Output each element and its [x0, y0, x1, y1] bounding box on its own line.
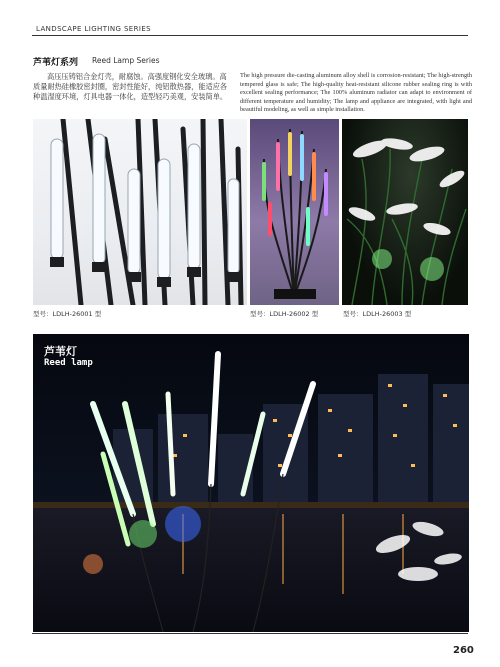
feature-photo-night-scene [33, 334, 469, 632]
page-number: 260 [453, 645, 474, 656]
product-photo-26001 [33, 119, 247, 305]
description-en: The high pressure die-casting aluminum alloy shell is corrosion-resistant; The high-strength tempered glass is safe; The high-quality heat-resistant silicone rubber sealing ring is with excellent sealing performance; The 100% aluminum radiator can adapt to environment of different temperature and humidity; The lamp and appliance are integrated, with light and beautiful modeling, as well as simple installation. [240, 72, 472, 113]
section-title-zh: 芦苇灯系列 [33, 58, 79, 68]
product-caption-3: 型号：LDLH-26003 型 [343, 310, 412, 318]
product-photo-26003 [342, 119, 468, 305]
feature-title-zh: 芦苇灯 [44, 345, 77, 358]
description-zh: 高压压铸铝合金灯壳，耐腐蚀。高强度钢化安全玻璃。高质量耐热硅橡胶密封圈，密封性能好，纯铝散热器，能适应各种温湿度环境，灯具电器一体化，造型轻巧美观，安装简单。 [33, 72, 228, 101]
product-photo-26002 [250, 119, 339, 305]
product-caption-1: 型号：LDLH-26001 型 [33, 310, 102, 318]
series-header-label: LANDSCAPE LIGHTING SERIES [36, 25, 152, 33]
header-divider [32, 35, 468, 36]
section-title-en: Reed Lamp Series [92, 56, 160, 65]
product-caption-2: 型号：LDLH-26002 型 [250, 310, 319, 318]
feature-title-en: Reed lamp [44, 358, 93, 368]
footer-divider [32, 633, 468, 634]
